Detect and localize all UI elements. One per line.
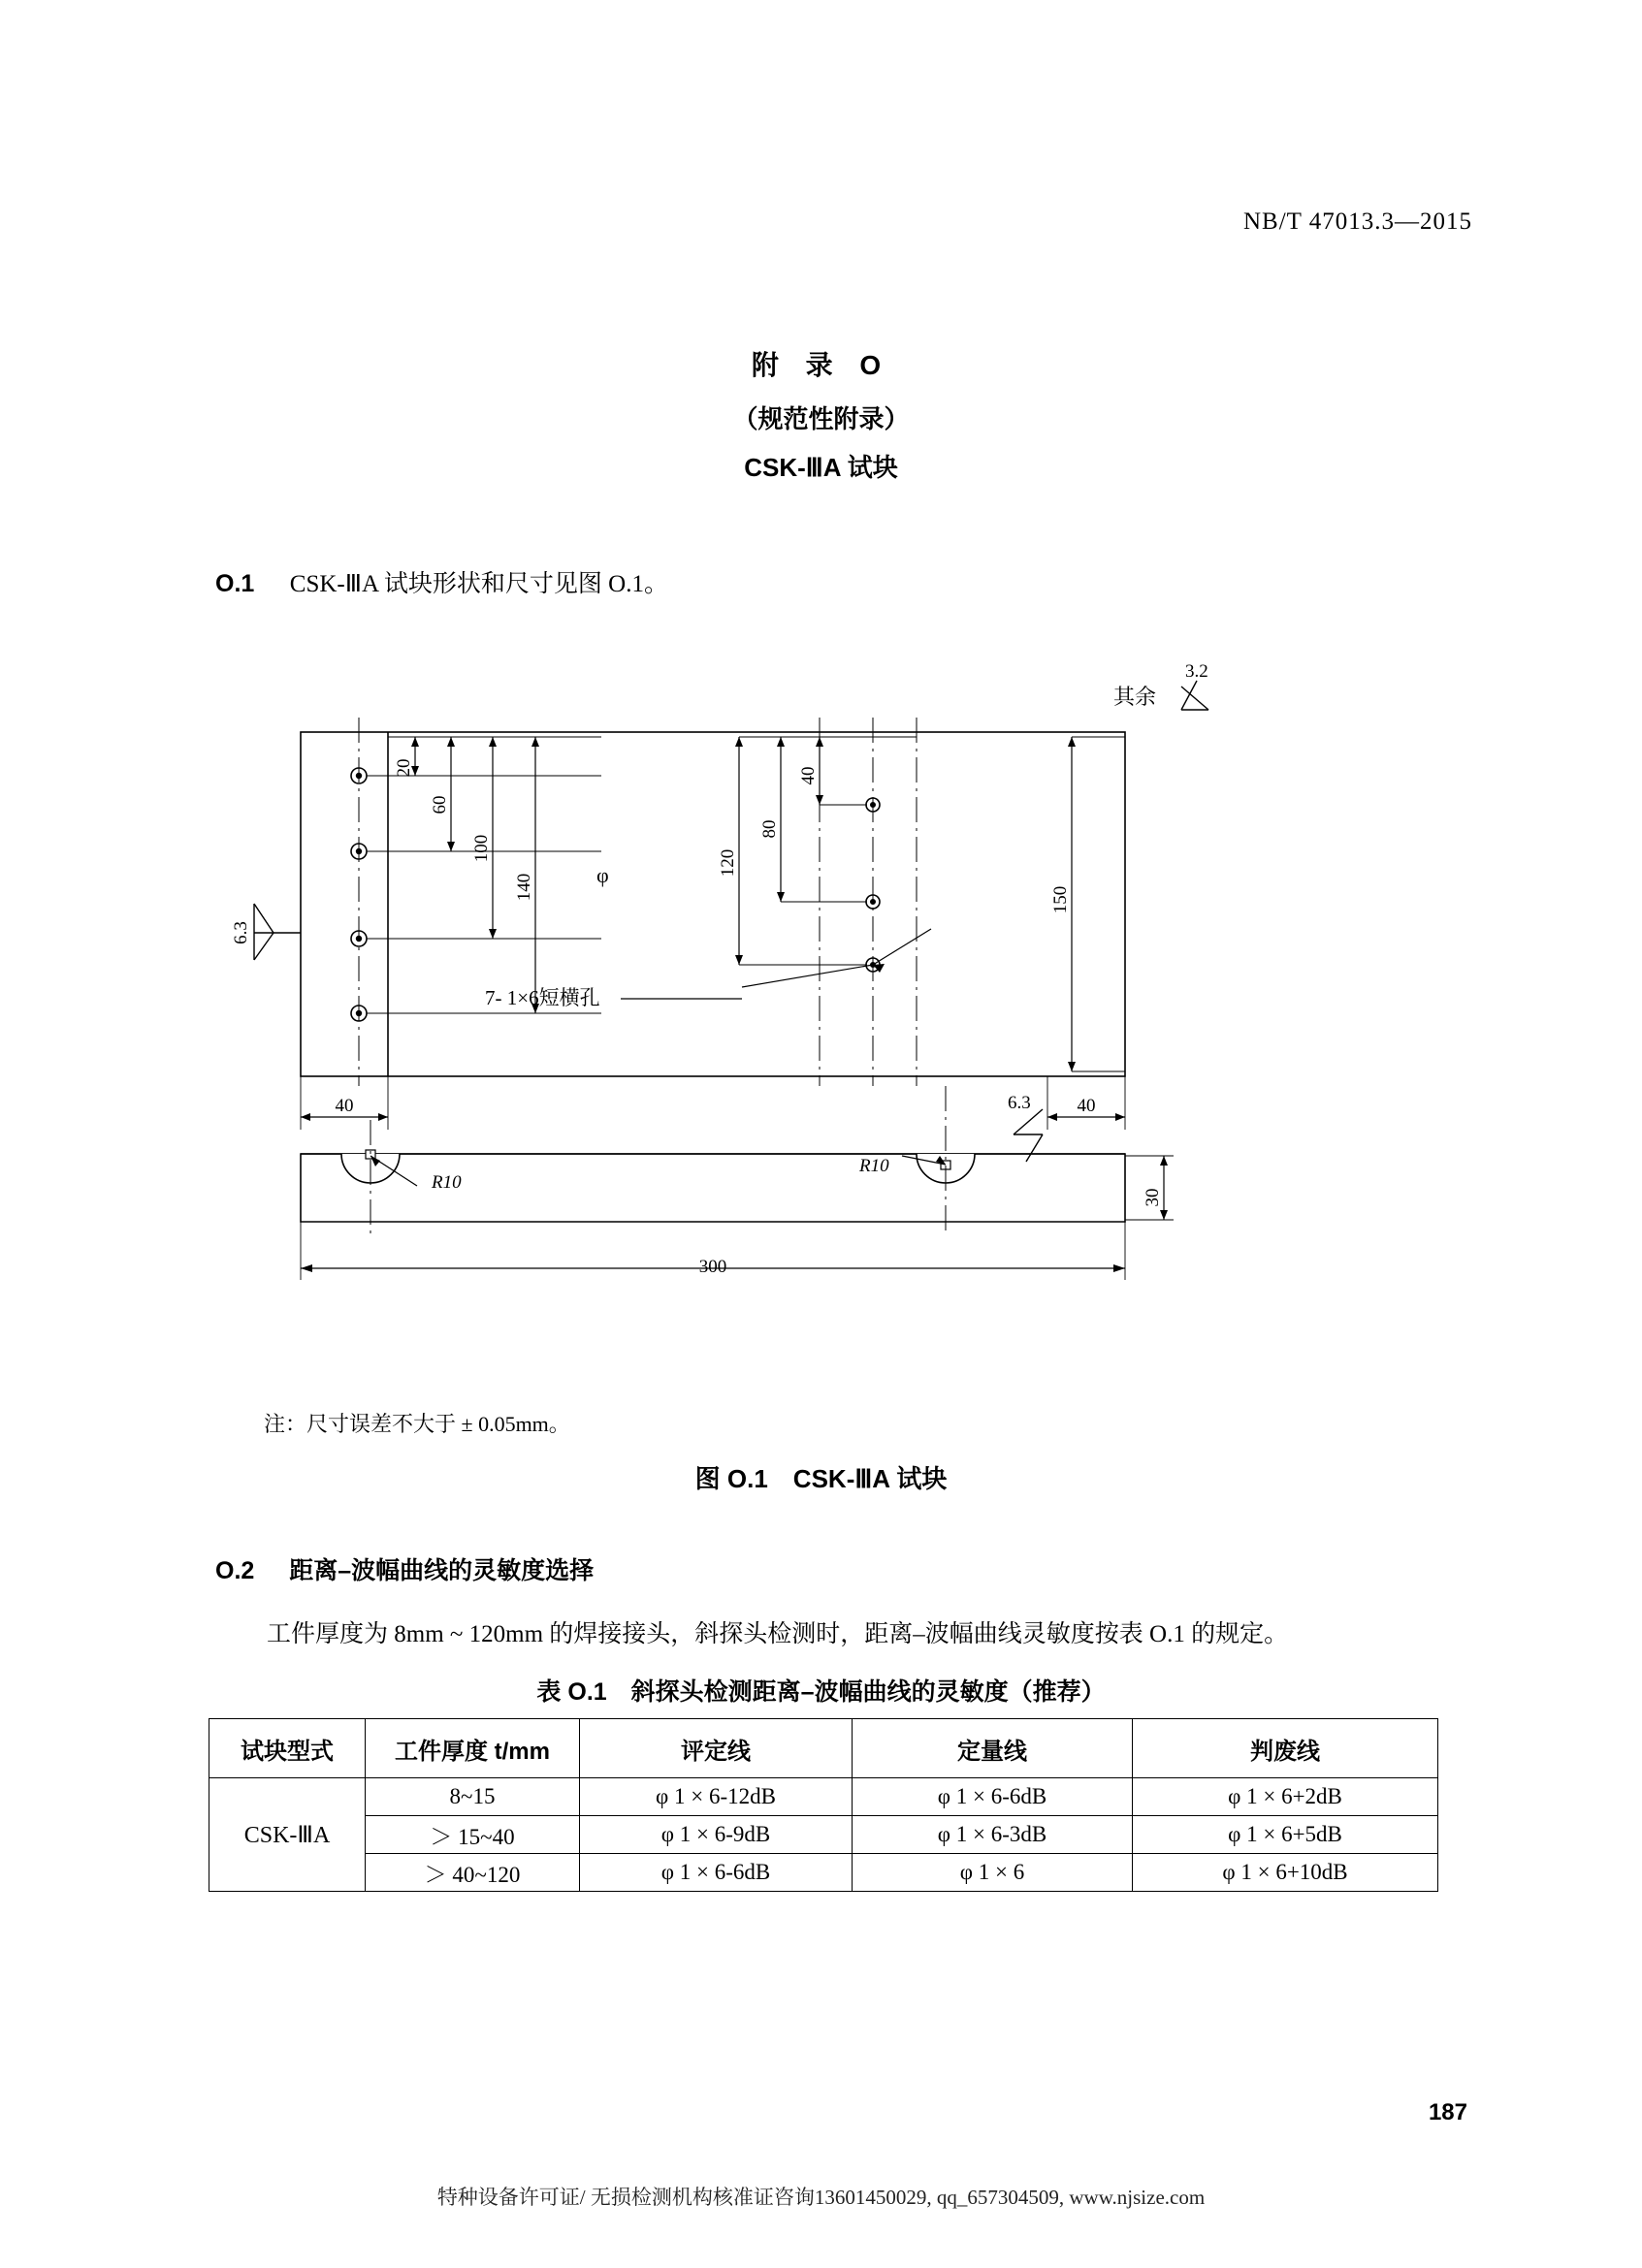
dim-100: 100 [471, 834, 492, 863]
dim-30: 30 [1143, 1188, 1163, 1207]
dim-20: 20 [394, 758, 414, 778]
surface-finish-left: 6.3 [231, 921, 251, 944]
cell-reject: φ 1 × 6+5dB [1133, 1816, 1438, 1854]
cell-quantitative: φ 1 × 6 [853, 1854, 1133, 1892]
figure-caption: 图 O.1 CSK-ⅢA 试块 [694, 1464, 948, 1493]
cell-quantitative: φ 1 × 6-6dB [853, 1778, 1133, 1816]
col-evaluation: 评定线 [580, 1719, 853, 1778]
table-row [209, 1778, 1438, 1816]
table-caption: 表 O.1 斜探头检测距离–波幅曲线的灵敏度（推荐） [536, 1678, 1106, 1706]
dim-80: 80 [759, 819, 780, 839]
dim-150: 150 [1050, 885, 1071, 914]
figure-csk-iiia [194, 661, 1474, 1416]
sensitivity-table [209, 1718, 1438, 1892]
table-row [209, 1854, 1438, 1892]
cell-evaluation: φ 1 × 6-12dB [580, 1778, 853, 1816]
dim-40-left-bottom: 40 [335, 1096, 354, 1116]
col-thickness: 工件厚度 t/mm [366, 1719, 580, 1778]
cell-thickness: ＞ 15~40 [366, 1816, 580, 1854]
table-row [209, 1816, 1438, 1854]
dim-40-right-bottom: 40 [1077, 1096, 1096, 1116]
dim-140: 140 [514, 873, 534, 902]
cell-reject: φ 1 × 6+2dB [1133, 1778, 1438, 1816]
col-block-type: 试块型式 [209, 1719, 366, 1778]
col-quantitative: 定量线 [853, 1719, 1133, 1778]
cell-reject: φ 1 × 6+10dB [1133, 1854, 1438, 1892]
cell-thickness: 8~15 [366, 1778, 580, 1816]
annex-title: 附 录 O [751, 350, 891, 380]
surface-finish-right: 6.3 [1008, 1093, 1031, 1113]
table-header-row [209, 1719, 1438, 1778]
dim-60: 60 [430, 795, 450, 815]
clause-o1 [215, 564, 668, 599]
annex-name: CSK-ⅢA 试块 [744, 453, 898, 482]
cell-evaluation: φ 1 × 6-6dB [580, 1854, 853, 1892]
clause-o2-number: O.2 [215, 1557, 255, 1584]
surface-finish-other-label: 其余 [1113, 685, 1157, 709]
clause-o2 [215, 1551, 594, 1586]
dim-300: 300 [698, 1257, 727, 1277]
clause-o1-text: CSK-ⅢA 试块形状和尺寸见图 O.1。 [289, 571, 668, 597]
surface-finish-other-value: 3.2 [1185, 661, 1208, 682]
clause-o2-paragraph: 工件厚度为 8mm ~ 120mm 的焊接接头，斜探头检测时，距离–波幅曲线灵敏度按表 O.1 的规定。 [267, 1621, 1289, 1647]
cell-quantitative: φ 1 × 6-3dB [853, 1816, 1133, 1854]
cell-block-type: CSK-ⅢA [209, 1778, 366, 1892]
page-header-standard-code: NB/T 47013.3—2015 [1243, 208, 1472, 235]
cell-evaluation: φ 1 × 6-9dB [580, 1816, 853, 1854]
radius-r10-right: R10 [859, 1156, 889, 1176]
page-number: 187 [1428, 2099, 1467, 2125]
dim-120: 120 [718, 848, 738, 878]
clause-o1-number: O.1 [215, 570, 255, 597]
radius-r10-left: R10 [432, 1172, 462, 1193]
clause-o2-title: 距离–波幅曲线的灵敏度选择 [289, 1557, 595, 1584]
annex-subtitle: （规范性附录） [732, 404, 910, 433]
col-reject: 判废线 [1133, 1719, 1438, 1778]
phi-symbol: φ [596, 863, 609, 887]
footer-advertisement: 特种设备许可证/ 无损检测机构核准证咨询13601450029, qq_657304509, www.njsize.com [436, 2186, 1206, 2209]
hole-callout-label: 7- 1×6短横孔 [485, 986, 600, 1009]
figure-note: 注：尺寸误差不大于 ± 0.05mm。 [264, 1412, 570, 1436]
cell-thickness: ＞ 40~120 [366, 1854, 580, 1892]
dim-40-right: 40 [798, 766, 819, 785]
